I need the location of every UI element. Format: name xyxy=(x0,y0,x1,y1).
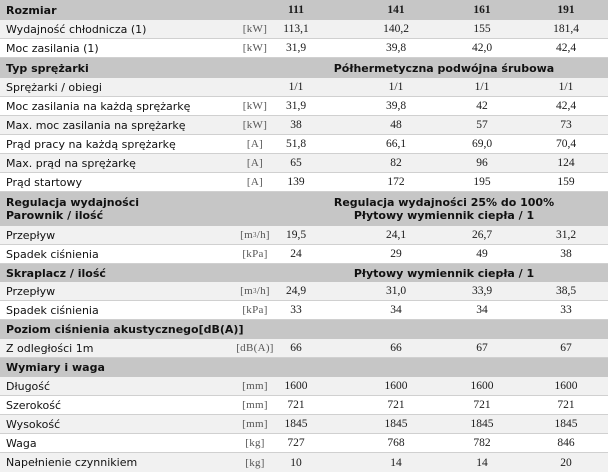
value-111: 113,1 xyxy=(283,23,309,35)
row-unit: [A] xyxy=(246,138,264,150)
dimensions-header xyxy=(0,358,608,377)
value-161: 67 xyxy=(476,342,488,354)
dimensions-title: Wymiary i waga xyxy=(6,361,105,374)
value-191: 181,4 xyxy=(553,23,579,35)
condenser-pressure-drop-row xyxy=(0,301,608,320)
row-label: Waga xyxy=(6,436,37,450)
value-141: 29 xyxy=(390,248,402,260)
compressor-circuits-row xyxy=(0,78,608,97)
value-111: 1600 xyxy=(284,380,308,392)
compressor-type: Półhermetyczna podwójna śrubowa xyxy=(333,61,555,75)
value-191: 42,4 xyxy=(555,100,577,112)
capacity-regulation-desc: Regulacja wydajności 25% do 100% xyxy=(333,196,555,209)
evaporator-header xyxy=(0,192,608,226)
value-191: 73 xyxy=(560,119,572,131)
row-unit: [dB(A)] xyxy=(236,342,274,354)
value-191: 20 xyxy=(560,456,572,469)
value-191: 42,4 xyxy=(555,42,577,54)
value-161: 782 xyxy=(473,437,491,449)
value-141: 172 xyxy=(387,176,405,188)
value-141: 66,1 xyxy=(385,138,407,150)
row-label: Długość xyxy=(6,379,51,393)
value-111: 727 xyxy=(287,437,305,449)
row-label: Przepływ xyxy=(6,284,56,298)
value-161: 42,0 xyxy=(471,42,493,54)
condenser-description: Płytowy wymiennik ciepła / 1 xyxy=(353,266,535,280)
value-111: 24 xyxy=(290,248,302,260)
value-141: 1/1 xyxy=(388,81,404,93)
value-141: 39,8 xyxy=(385,100,407,112)
value-191: 38,5 xyxy=(555,285,577,297)
row-label: Sprężarki / obiegi xyxy=(6,80,102,94)
value-191: 33 xyxy=(560,304,572,316)
value-161: 1600 xyxy=(470,380,494,392)
acoustic-title: Poziom ciśnienia akustycznego[dB(A)] xyxy=(6,323,244,336)
value-161: 42 xyxy=(476,100,488,112)
row-label: Przepływ xyxy=(6,228,56,242)
evaporator-pressure-drop-row xyxy=(0,245,608,264)
value-161: 33,9 xyxy=(471,285,493,297)
row-label: Wysokość xyxy=(6,417,61,431)
value-161: 57 xyxy=(476,119,488,131)
row-unit: [kPa] xyxy=(242,304,268,316)
compressor-start-current-row xyxy=(0,173,608,192)
model-161: 161 xyxy=(473,4,491,16)
evaporator-count-title: Parownik / ilość xyxy=(6,209,104,222)
row-unit: [m 3 /h] xyxy=(240,285,270,297)
value-191: 70,4 xyxy=(555,138,577,150)
refrigerant-charge-row xyxy=(0,453,608,472)
value-161: 195 xyxy=(473,176,491,188)
value-141: 140,2 xyxy=(383,23,409,35)
cooling-capacity-row xyxy=(0,20,608,39)
value-141: 14 xyxy=(390,456,402,469)
row-unit: [kPa] xyxy=(242,248,268,260)
acoustic-header xyxy=(0,320,608,339)
capacity-regulation-title: Regulacja wydajności xyxy=(6,196,139,209)
row-label: Moc zasilania na każdą sprężarkę xyxy=(6,99,191,113)
row-label: Prąd startowy xyxy=(6,175,83,189)
value-111: 66 xyxy=(290,342,302,354)
compressor-title: Typ sprężarki xyxy=(6,61,89,75)
value-191: 1/1 xyxy=(558,81,574,93)
value-161: 69,0 xyxy=(471,138,493,150)
value-141: 768 xyxy=(387,437,405,449)
value-141: 1600 xyxy=(384,380,408,392)
condenser-title: Skraplacz / ilość xyxy=(6,266,106,280)
compressor-max-current-row xyxy=(0,154,608,173)
value-161: 721 xyxy=(473,399,491,411)
value-111: 65 xyxy=(290,157,302,169)
row-unit: [kW] xyxy=(242,42,268,54)
value-111: 31,9 xyxy=(285,100,307,112)
row-label: Z odległości 1m xyxy=(6,341,94,355)
value-141: 66 xyxy=(390,342,402,354)
evaporator-flow-row xyxy=(0,226,608,245)
weight-row xyxy=(0,434,608,453)
value-111: 19,5 xyxy=(285,229,307,241)
value-111: 38 xyxy=(290,119,302,131)
value-161: 49 xyxy=(476,248,488,260)
compressor-max-power-row xyxy=(0,116,608,135)
value-161: 1/1 xyxy=(474,81,490,93)
row-label: Spadek ciśnienia xyxy=(6,247,99,261)
row-unit: [A] xyxy=(246,176,264,188)
size-label: Rozmiar xyxy=(6,3,57,17)
value-141: 48 xyxy=(390,119,402,131)
value-161: 26,7 xyxy=(471,229,493,241)
value-161: 1845 xyxy=(470,418,494,430)
row-unit: [m 3 /h] xyxy=(240,229,270,241)
row-label: Max. prąd na sprężarkę xyxy=(6,156,136,170)
compressor-header xyxy=(0,58,608,78)
header-row xyxy=(0,0,608,20)
value-191: 31,2 xyxy=(555,229,577,241)
row-unit: [kW] xyxy=(242,100,268,112)
row-label: Moc zasilania (1) xyxy=(6,41,99,55)
row-label: Napełnienie czynnikiem xyxy=(6,456,138,469)
row-label: Max. moc zasilania na sprężarkę xyxy=(6,118,186,132)
model-111: 111 xyxy=(288,4,304,16)
value-161: 96 xyxy=(476,157,488,169)
value-191: 38 xyxy=(560,248,572,260)
row-label: Wydajność chłodnicza (1) xyxy=(6,22,147,36)
compressor-current-row xyxy=(0,135,608,154)
evaporator-description xyxy=(280,192,608,226)
model-141: 141 xyxy=(387,4,405,16)
row-unit: [mm] xyxy=(242,418,268,430)
compressor-power-row xyxy=(0,97,608,116)
value-111: 1845 xyxy=(284,418,308,430)
acoustic-row xyxy=(0,339,608,358)
length-row xyxy=(0,377,608,396)
row-unit: [kg] xyxy=(245,456,265,469)
power-input-row xyxy=(0,39,608,58)
value-161: 155 xyxy=(473,23,491,35)
row-label: Prąd pracy na każdą sprężarkę xyxy=(6,137,176,151)
value-191: 721 xyxy=(557,399,575,411)
value-111: 31,9 xyxy=(285,42,307,54)
value-141: 34 xyxy=(390,304,402,316)
row-unit: [kW] xyxy=(242,23,268,35)
value-191: 67 xyxy=(560,342,572,354)
value-111: 33 xyxy=(290,304,302,316)
value-111: 10 xyxy=(290,456,302,469)
value-161: 34 xyxy=(476,304,488,316)
evaporator-type-desc: Płytowy wymiennik ciepła / 1 xyxy=(353,209,535,222)
value-111: 139 xyxy=(287,176,305,188)
condenser-header xyxy=(0,264,608,282)
value-191: 1600 xyxy=(554,380,578,392)
row-unit: [A] xyxy=(246,157,264,169)
value-141: 31,0 xyxy=(385,285,407,297)
value-161: 14 xyxy=(476,456,488,469)
width-row xyxy=(0,396,608,415)
row-unit: [mm] xyxy=(242,399,268,411)
row-label: Spadek ciśnienia xyxy=(6,303,99,317)
height-row xyxy=(0,415,608,434)
value-111: 24,9 xyxy=(285,285,307,297)
value-141: 82 xyxy=(390,157,402,169)
value-191: 124 xyxy=(557,157,575,169)
value-141: 721 xyxy=(387,399,405,411)
row-label: Szerokość xyxy=(6,398,62,412)
value-111: 51,8 xyxy=(285,138,307,150)
value-111: 1/1 xyxy=(288,81,304,93)
condenser-flow-row xyxy=(0,282,608,301)
value-141: 1845 xyxy=(384,418,408,430)
row-unit: [mm] xyxy=(242,380,268,392)
value-191: 1845 xyxy=(554,418,578,430)
value-191: 846 xyxy=(557,437,575,449)
row-unit: [kg] xyxy=(245,437,265,449)
model-191: 191 xyxy=(557,4,575,16)
value-191: 159 xyxy=(557,176,575,188)
value-141: 39,8 xyxy=(385,42,407,54)
value-141: 24,1 xyxy=(385,229,407,241)
row-unit: [kW] xyxy=(242,119,268,131)
evaporator-title xyxy=(6,192,234,226)
value-111: 721 xyxy=(287,399,305,411)
